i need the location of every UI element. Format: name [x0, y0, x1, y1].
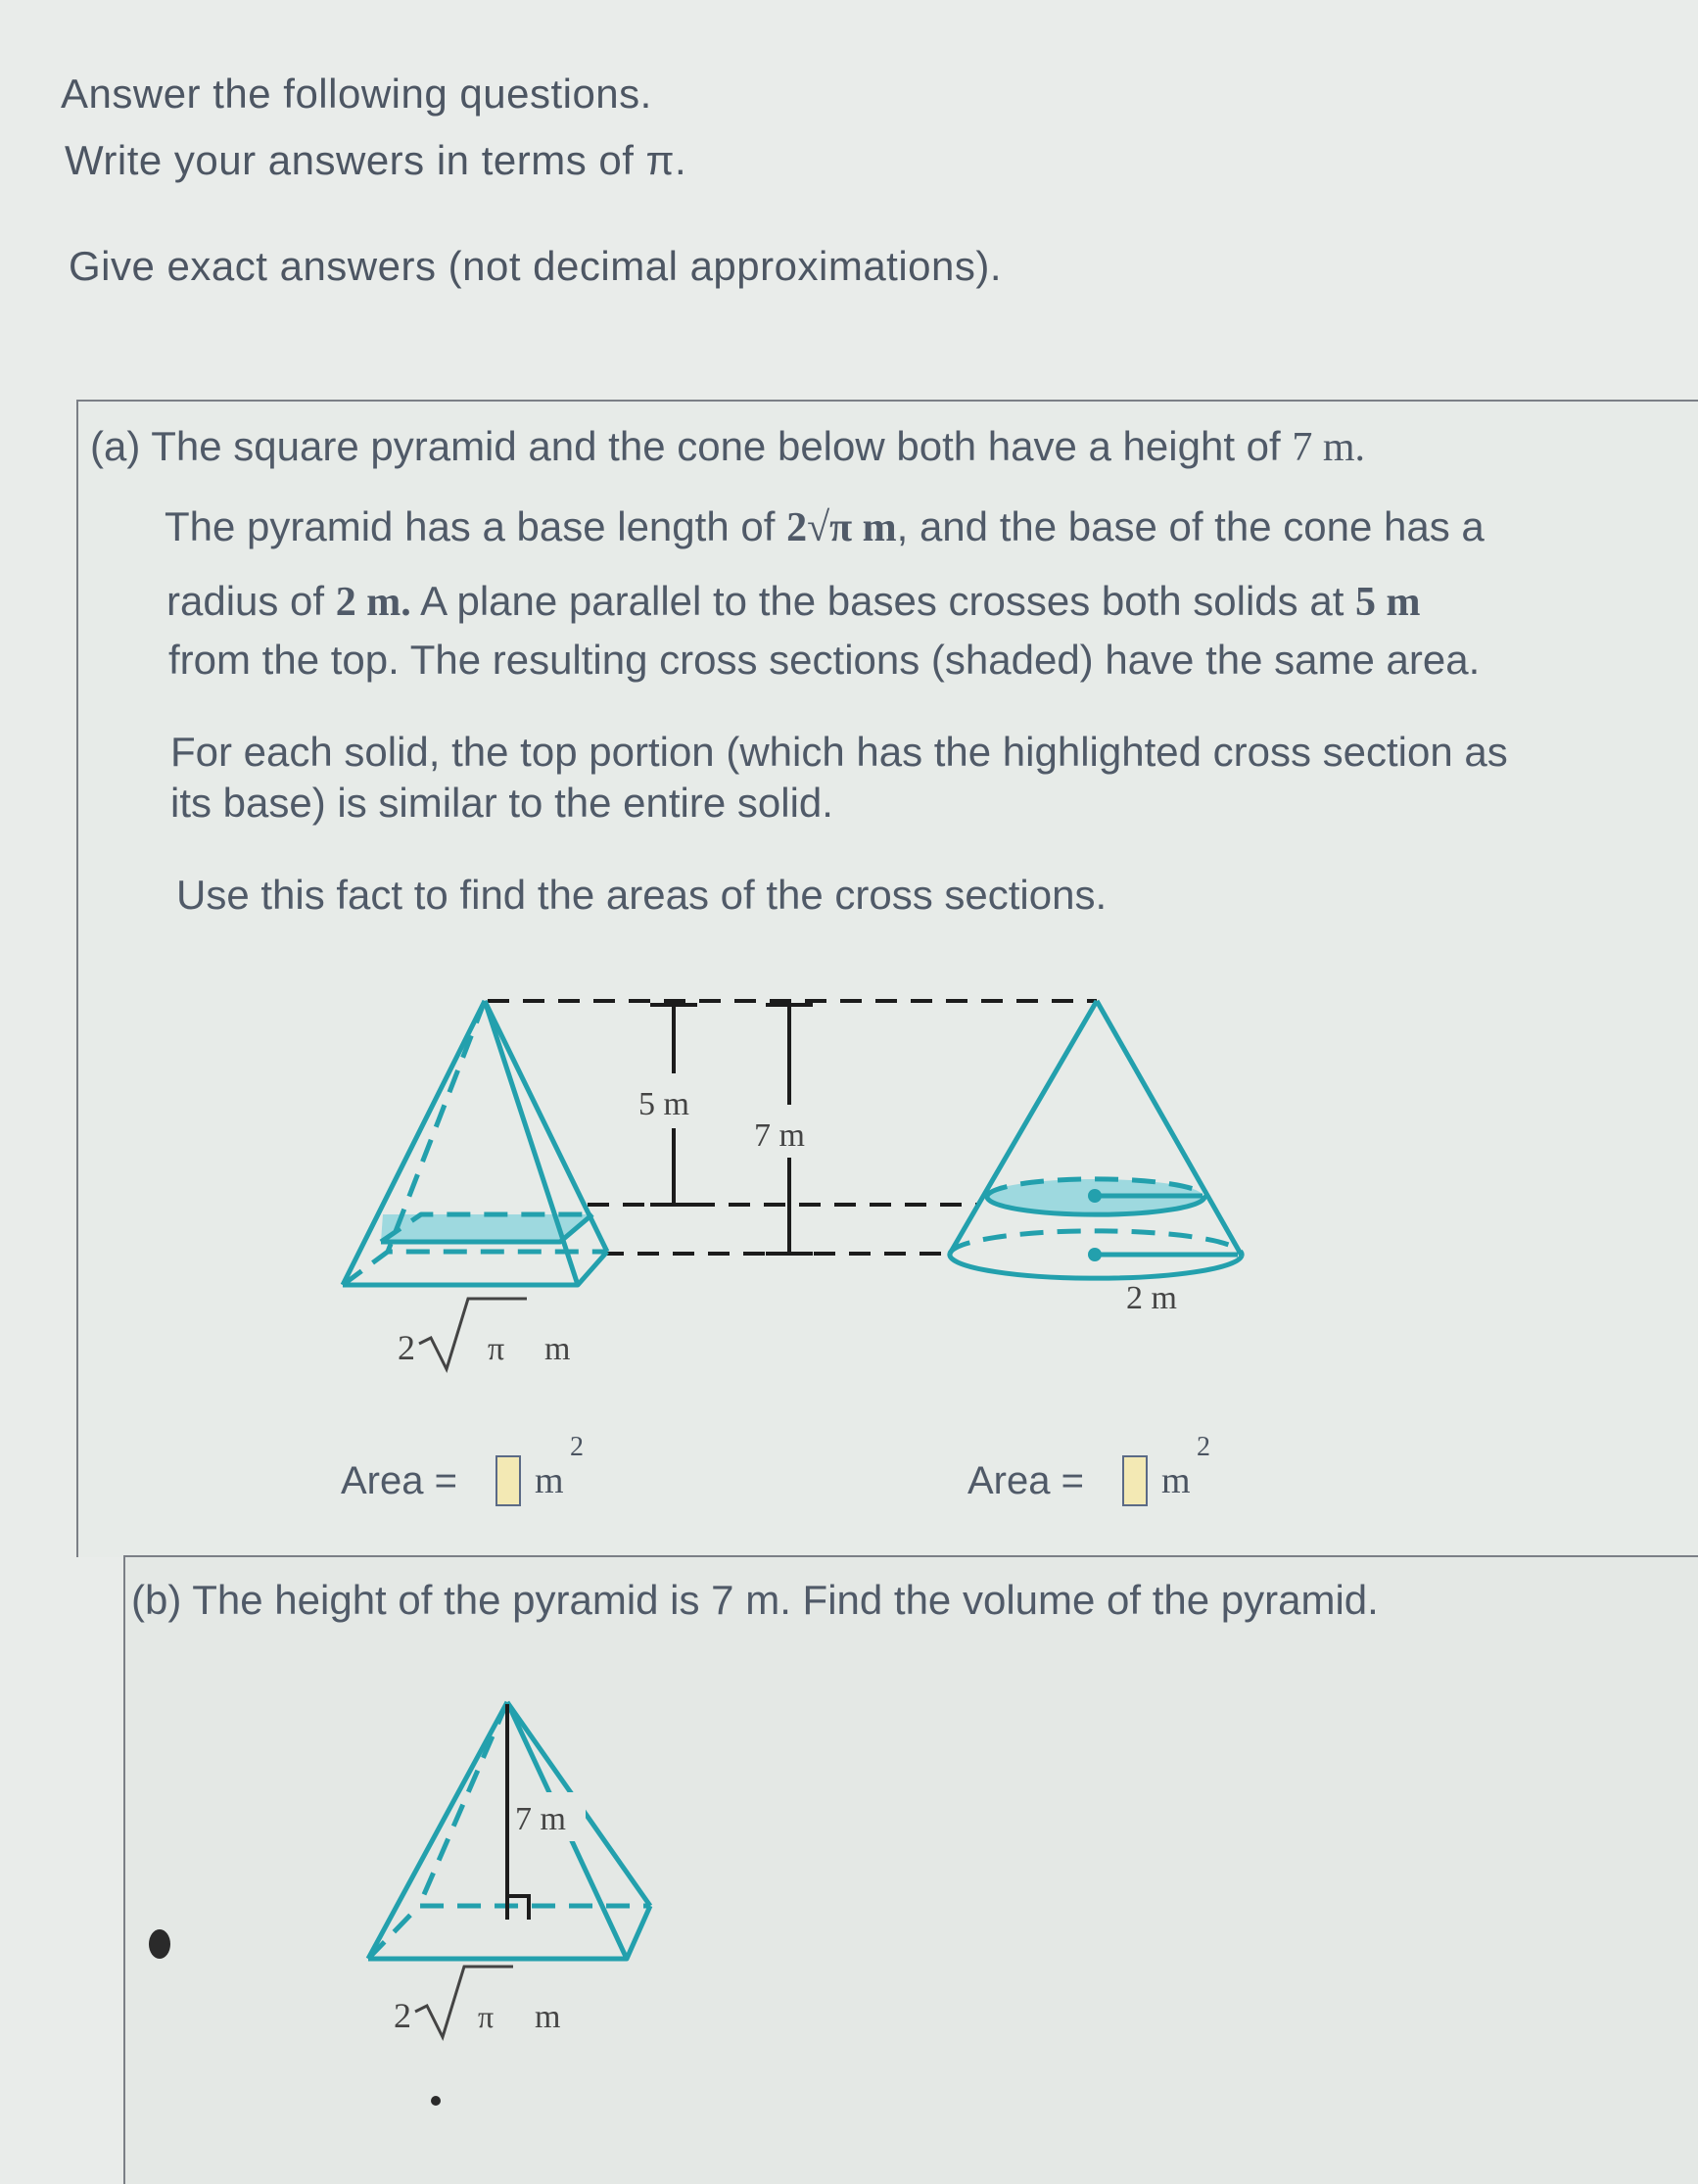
area-right-unit: m: [1161, 1460, 1191, 1501]
part-a-line-3-text: radius of: [166, 578, 325, 624]
part-a-line-4: from the top. The resulting cross sections (shaded) have the same area.: [168, 637, 1481, 683]
instruction-line-3: Give exact answers (not decimal approximations).: [69, 243, 1003, 289]
square-pyramid: [343, 1001, 607, 1285]
svg-text:π: π: [488, 1331, 505, 1367]
bullet-dot-small: [431, 2096, 441, 2106]
part-b-pyramid-diagram: [0, 1665, 1698, 2057]
part-a-line-2-suffix: , and the base of the cone has a: [896, 503, 1485, 549]
part-a-line-6: its base) is similar to the entire solid.: [170, 780, 833, 826]
instruction-line-2: Write your answers in terms of π.: [65, 137, 687, 183]
height-value: 7 m.: [1292, 425, 1366, 470]
area-left-label: Area =: [341, 1459, 457, 1502]
area-left-unit: m: [535, 1460, 564, 1501]
area-right-exponent: 2: [1197, 1432, 1210, 1462]
instruction-line-1: Answer the following questions.: [61, 71, 652, 117]
part-a-line-3-middle: A plane parallel to the bases crosses both solids at: [420, 578, 1344, 624]
label-5m: 5 m: [638, 1086, 689, 1122]
base-length-value: 2√π m: [786, 505, 897, 550]
area-left-input[interactable]: [495, 1455, 521, 1506]
svg-text:π: π: [478, 1999, 495, 2034]
part-b-height-label: 7 m: [515, 1801, 566, 1837]
base-center-dot: [1088, 1248, 1102, 1261]
part-a-line-5: For each solid, the top portion (which has the highlighted cross section as: [170, 729, 1508, 775]
area-right-label: Area =: [967, 1459, 1084, 1502]
part-b-question: (b) The height of the pyramid is 7 m. Find the volume of the pyramid.: [131, 1577, 1379, 1623]
bullet-dot: [149, 1929, 170, 1959]
area-left-exponent: 2: [570, 1432, 584, 1462]
svg-text:m: m: [535, 1999, 561, 2035]
svg-text:2: 2: [394, 1996, 411, 2035]
svg-text:2: 2: [398, 1328, 415, 1367]
part-b-base-label: [394, 1967, 560, 2037]
cone: [950, 1001, 1242, 1278]
pyramid-base-label: [398, 1299, 570, 1369]
label-7m: 7 m: [754, 1117, 805, 1154]
cross-section-center-dot: [1088, 1189, 1102, 1203]
part-a-line-2-text: The pyramid has a base length of: [165, 503, 776, 549]
area-right-input[interactable]: [1122, 1455, 1148, 1506]
radius-value: 2 m.: [335, 580, 411, 625]
svg-text:m: m: [544, 1331, 571, 1367]
plane-distance-value: 5 m: [1355, 580, 1421, 625]
radius-label: 2 m: [1126, 1280, 1177, 1316]
part-a-line-7: Use this fact to find the areas of the cross sections.: [176, 872, 1108, 918]
part-a-line-1-text: (a) The square pyramid and the cone below both have a height of: [90, 423, 1281, 469]
